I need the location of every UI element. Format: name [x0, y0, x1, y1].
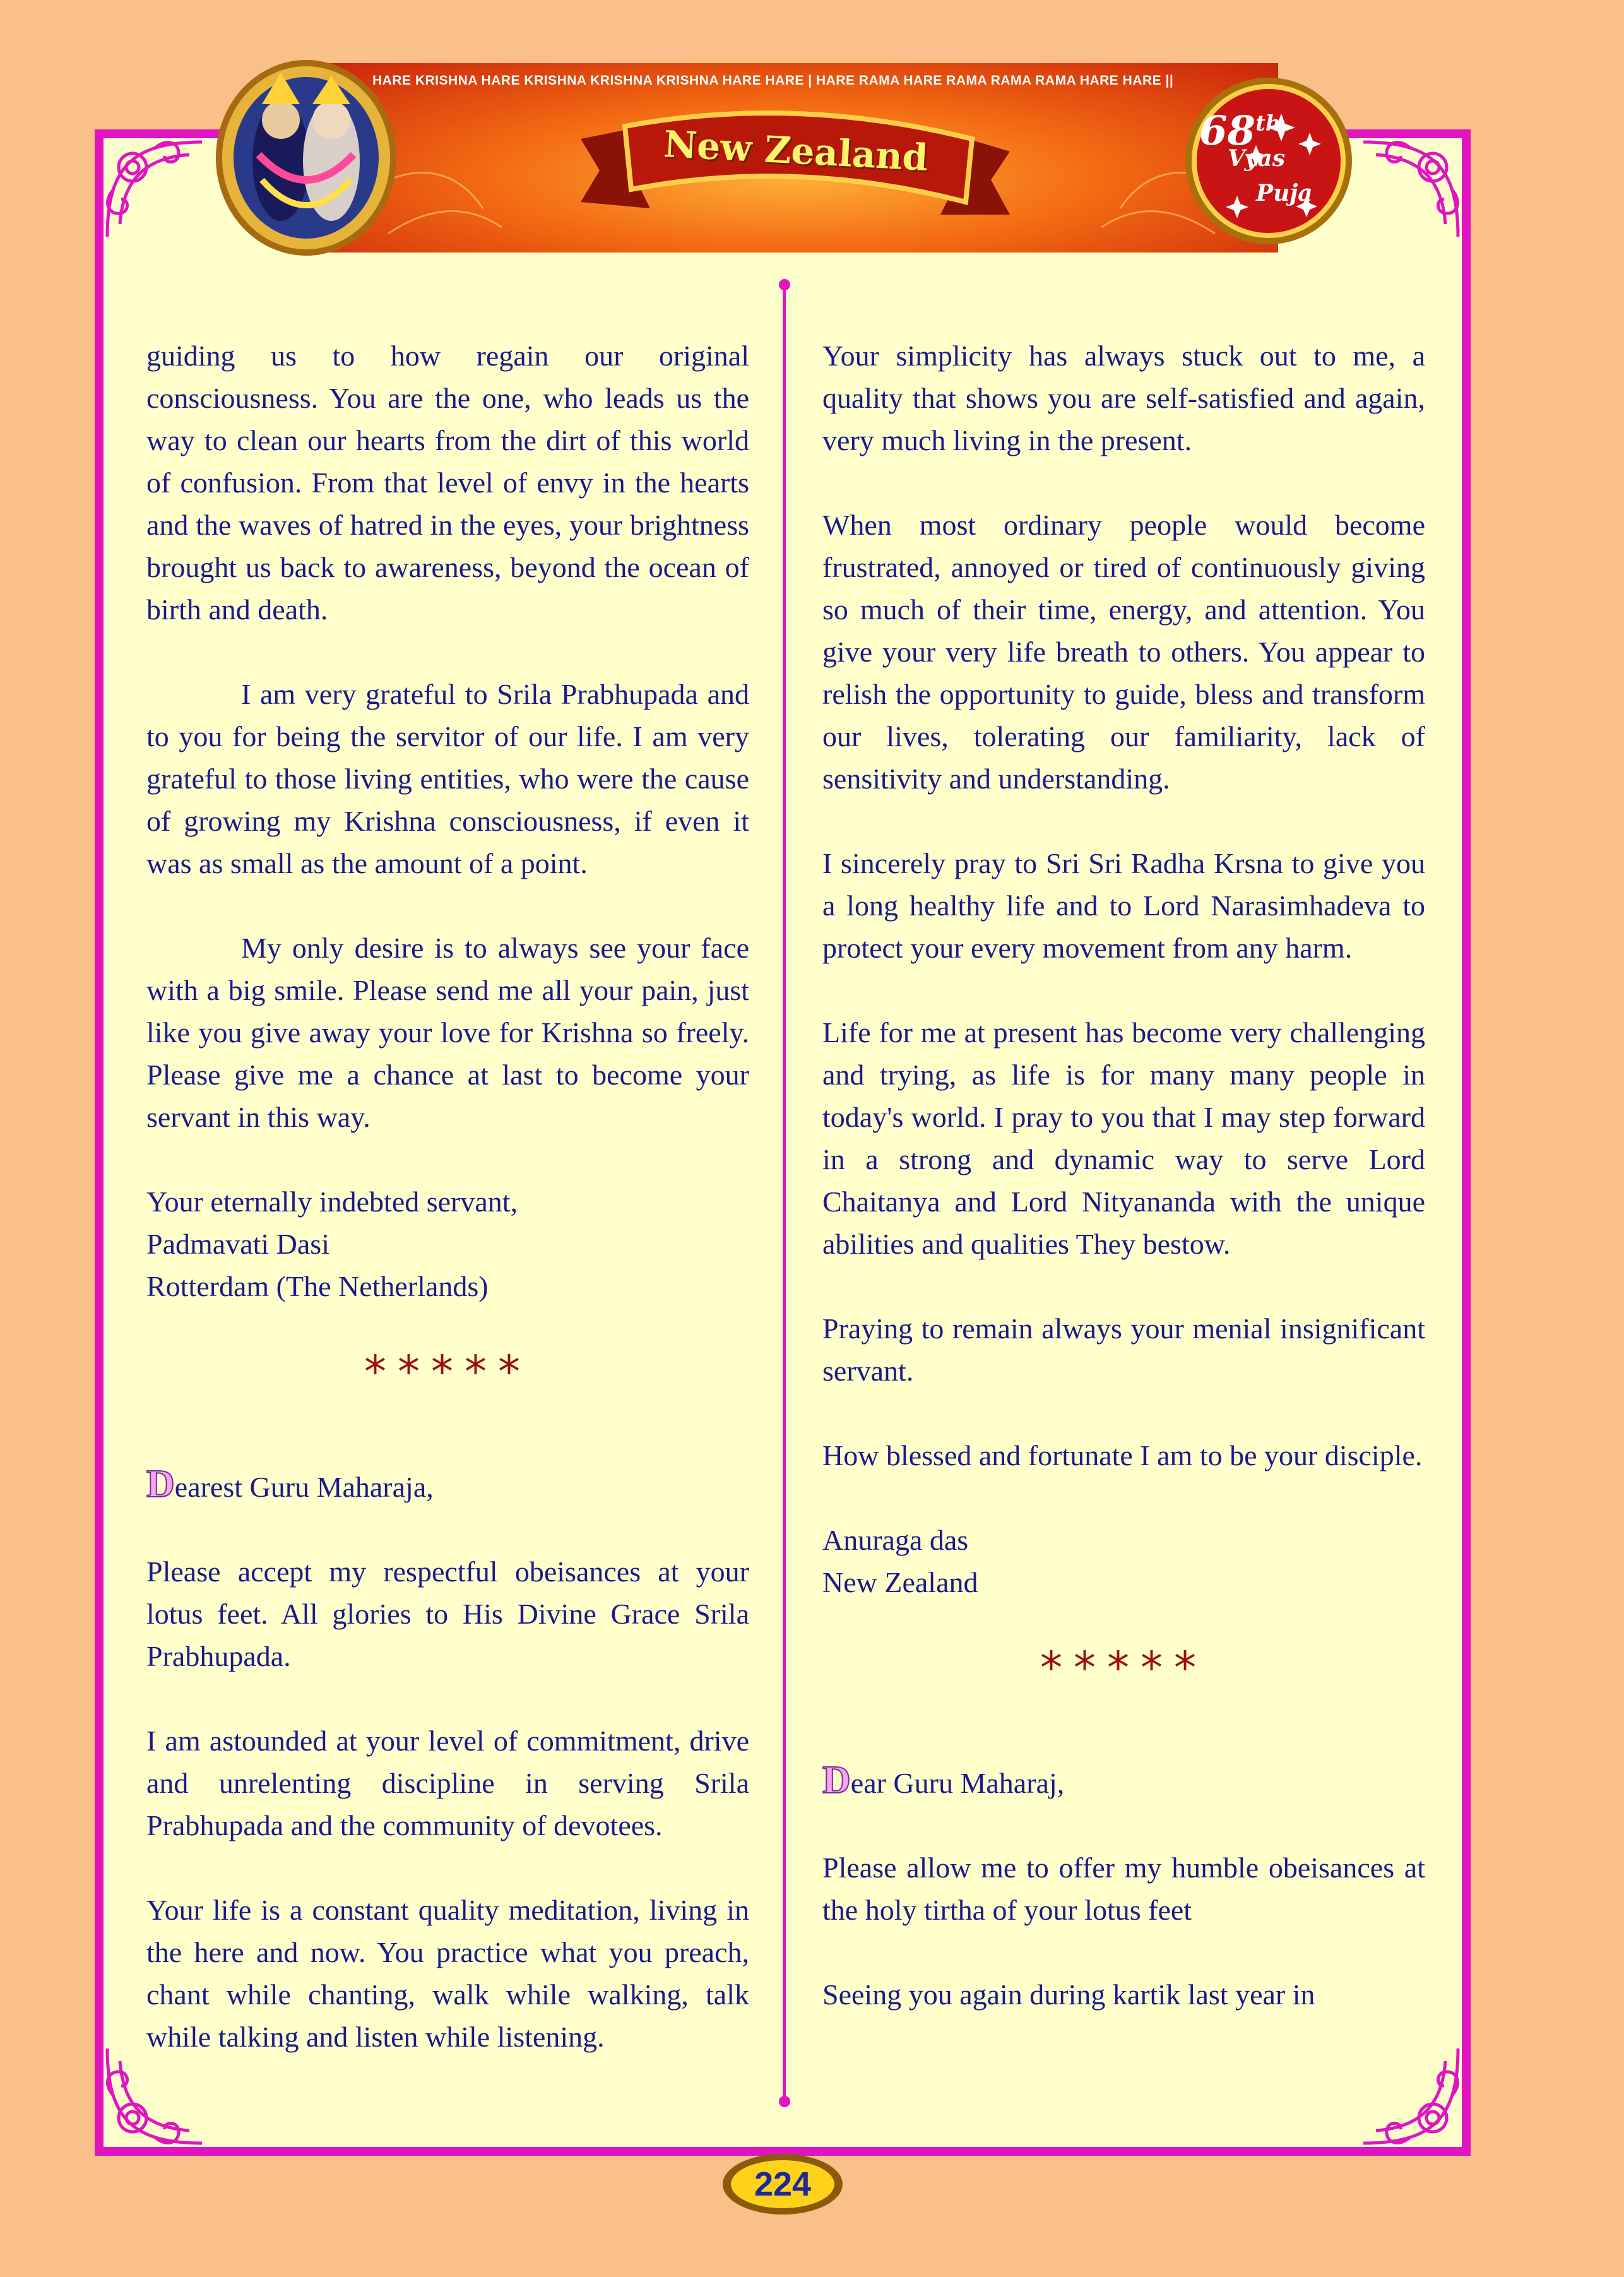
paragraph: Life for me at present has become very challenging and trying, as life is for many many people in today's world. I pray to you that I may step forward in a strong and dynamic way to serve Lord Chaitanya and Lord Nityananda with the unique abilities and qualities They bestow. — [822, 1016, 1425, 1260]
signature-block — [822, 1519, 1425, 1603]
salutation-text: earest Guru Maharaja, — [174, 1471, 434, 1503]
paragraph: Your simplicity has always stuck out to me, a quality that shows you are self-satisfied and again, very much living in the present. — [822, 340, 1425, 456]
paragraph: I am very grateful to Srila Prabhupada and to you for being the servitor of our life. I am very grateful to those living entities, who were the cause of growing my Krishna consciousness, if even it was as small as the amount of a point. — [146, 678, 749, 879]
paragraph: Praying to remain always your menial insignificant servant. — [822, 1312, 1425, 1387]
signature-place: Rotterdam (The Netherlands) — [146, 1270, 489, 1302]
paragraph: I sincerely pray to Sri Sri Radha Krsna to give you a long healthy life and to Lord Narasimhadeva to protect your every movement from any harm. — [822, 847, 1425, 964]
page-number: 224 — [754, 2165, 812, 2203]
vyas-label: Vyas — [1228, 145, 1285, 172]
drop-cap: D — [146, 1463, 175, 1506]
paragraph: Your life is a constant quality meditation, living in the here and now. You practice what you preach, chant while chanting, walk while walking, talk while talking and listen while listening. — [146, 1894, 749, 2053]
signature-block — [146, 1180, 749, 1307]
paragraph: My only desire is to always see your face with a big smile. Please send me all your pain, just like you give away your love for Krishna so freely. Please give me a chance at last to become your servant in this way. — [146, 932, 749, 1133]
closing: Your eternally indebted servant, — [146, 1186, 518, 1218]
paragraph: Please allow me to offer my humble obeisances at the holy tirtha of your lotus feet — [822, 1852, 1425, 1926]
paragraph: Seeing you again during kartik last year in — [822, 1978, 1315, 2011]
paragraph: guiding us to how regain our original consciousness. You are the one, who leads us the way to clean our hearts from the dirt of this world of confusion. From that level of envy in the hearts and the waves of hatred in the eyes, your brightness brought us back to awareness, beyond the ocean of birth and death. — [146, 340, 749, 626]
puja-label: Puja — [1256, 180, 1313, 206]
paragraph: Please accept my respectful obeisances at your lotus feet. All glories to His Divine Grace Srila Prabhupada. — [146, 1555, 749, 1672]
signature-name: Anuraga das — [822, 1524, 969, 1556]
salutation-text: ear Guru Maharaj, — [850, 1767, 1065, 1799]
signature-name: Padmavati Dasi — [146, 1228, 329, 1260]
paragraph: How blessed and fortunate I am to be your disciple. — [822, 1439, 1423, 1471]
vyas-number: 68th — [1199, 107, 1281, 155]
drop-cap: D — [822, 1759, 851, 1802]
left-column — [146, 335, 749, 2058]
signature-place: New Zealand — [822, 1566, 978, 1598]
paragraph: I am astounded at your level of commitment, drive and unrelenting discipline in serving Srila Prabhupada and the community of devotees. — [146, 1725, 749, 1841]
mantra-line: HARE KRISHNA HARE KRISHNA KRISHNA KRISHNA HARE HARE | HARE RAMA HARE RAMA RAMA RAMA HARE HARE || — [372, 73, 1174, 88]
corner-ornament-top-right — [1338, 129, 1471, 249]
column-divider — [783, 284, 786, 2102]
paragraph: When most ordinary people would become frustrated, annoyed or tired of continuously giving so much of their time, energy, and attention. You give your very life breath to others. You appear to relish the opportunity to guide, bless and transform our lives, tolerating our familiarity, lack of sensitivity and understanding. — [822, 509, 1425, 795]
salutation — [146, 1463, 749, 1508]
star-separator: ***** — [1040, 1642, 1207, 1694]
right-column — [822, 335, 1425, 2016]
deity-image — [215, 60, 398, 256]
corner-ornament-top-left — [95, 129, 227, 249]
star-separator: ***** — [364, 1346, 531, 1398]
divider-dot-top — [779, 279, 790, 290]
corner-ornament-bottom-right — [1338, 2036, 1471, 2156]
salutation — [822, 1759, 1425, 1804]
section-title: New Zealand — [662, 122, 929, 179]
divider-dot-bottom — [779, 2096, 790, 2107]
